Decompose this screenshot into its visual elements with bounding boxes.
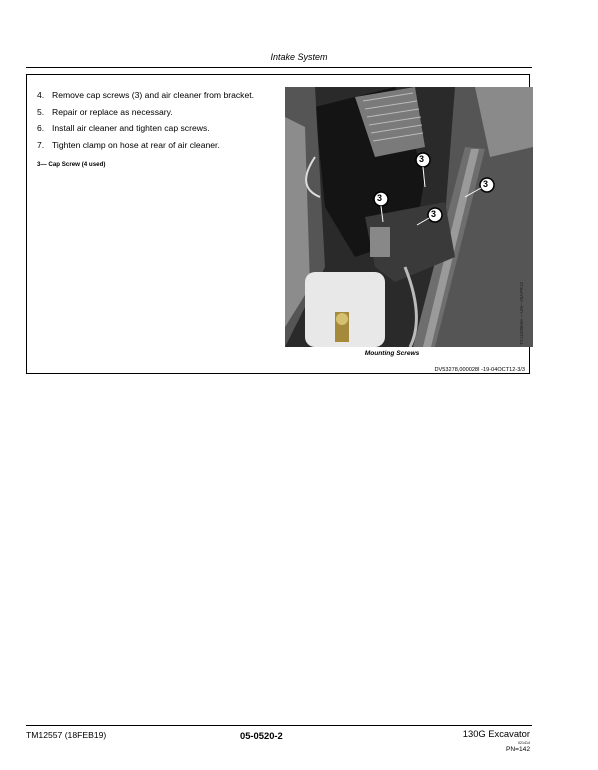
callout-label: 3 — [431, 209, 437, 219]
step-number: 7. — [37, 139, 45, 150]
figure-caption: Mounting Screws — [364, 350, 420, 357]
document-code: DV53278,000028I -19-04OCT12-3/3 — [434, 367, 525, 373]
machine-model: 130G Excavator — [462, 728, 530, 739]
air-cleaner-photo — [285, 87, 533, 347]
page-number: 05-0520-2 — [240, 730, 283, 741]
step-text: Install air cleaner and tighten cap screws. — [52, 123, 210, 133]
callout-label: 3 — [483, 179, 489, 189]
step-item — [37, 87, 287, 104]
step-number: 5. — [37, 106, 45, 117]
step-number: 6. — [37, 123, 45, 133]
figure-id: TX1109959A —UN—25APR12 — [519, 282, 524, 345]
page-pn: PN=142 — [505, 746, 530, 753]
callout-label: 3 — [419, 154, 425, 164]
step-number: 4. — [37, 90, 45, 100]
step-item — [37, 137, 287, 154]
step-item — [37, 120, 287, 137]
page-section-title: Intake System — [270, 52, 328, 62]
step-list — [37, 87, 287, 153]
header-divider — [26, 67, 532, 68]
step-item — [37, 104, 287, 121]
step-text: Repair or replace as necessary. — [52, 106, 173, 117]
figure-legend: 3— Cap Screw (4 used) — [37, 161, 106, 168]
manual-number: TM12557 (18FEB19) — [26, 730, 107, 740]
callout-label: 3 — [377, 193, 383, 203]
footer-divider — [26, 725, 532, 726]
procedure-block — [26, 74, 530, 374]
step-text: Tighten clamp on hose at rear of air cleaner. — [52, 139, 220, 150]
revision-code: 021414 — [518, 741, 530, 745]
step-text: Remove cap screws (3) and air cleaner from bracket. — [52, 90, 255, 100]
